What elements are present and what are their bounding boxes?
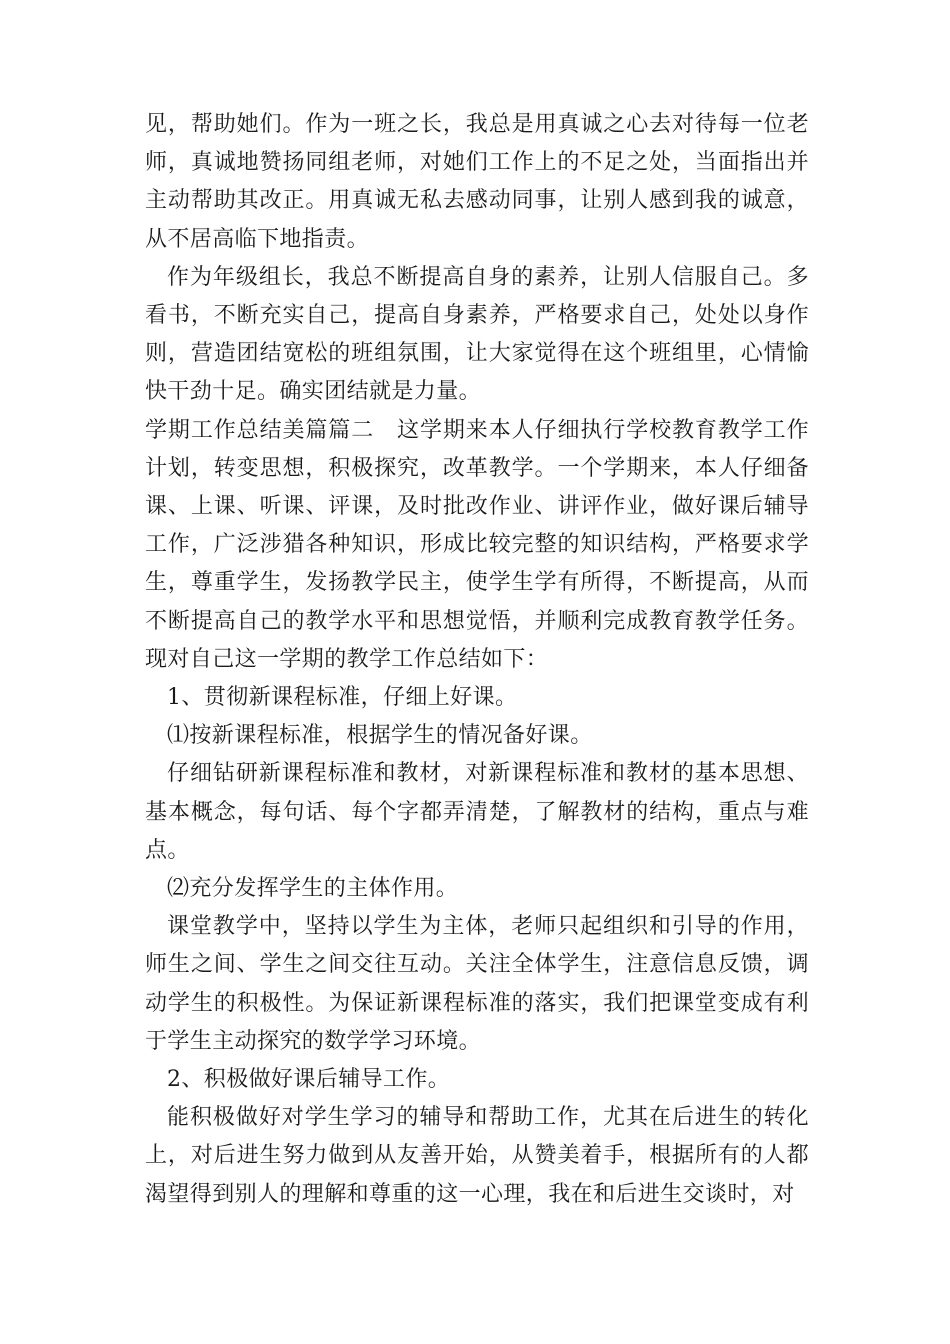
- subheading-1: ⑴按新课程标准，根据学生的情况备好课。: [167, 723, 593, 749]
- paragraph-8: 课堂教学中，坚持以学生为主体，老师只起组织和引导的作用，师生之间、学生之间交往互动。关注全体学生，注意信息反馈，调动学生的积极性。为保证新课程标准的落实，我们把课堂变成有利于学生主动探究的数学学习环境。: [145, 914, 809, 1054]
- paragraph-2: 作为年级组长，我总不断提高自身的素养，让别人信服自己。多看书，不断充实自己，提高自身素养，严格要求自己，处处以身作则，营造团结宽松的班组氛围，让大家觉得在这个班组里，心情愉快干劲十足。确实团结就是力量。: [145, 264, 809, 405]
- paragraph-1: 见，帮助她们。作为一班之长，我总是用真诚之心去对待每一位老师，真诚地赞扬同组老师，对她们工作上的不足之处，当面指出并主动帮助其改正。用真诚无私去感动同事，让别人感到我的诚意，从不居高临下地指责。: [145, 112, 809, 252]
- paragraph-6: 仔细钻研新课程标准和教材，对新课程标准和教材的基本思想、基本概念，每句话、每个字都弄清楚，了解教材的结构，重点与难点。: [145, 761, 809, 863]
- subheading-2: ⑵充分发挥学生的主体作用。: [167, 876, 459, 902]
- section-heading-1: 1、贯彻新课程标准，仔细上好课。: [167, 685, 518, 711]
- document-page: [145, 106, 809, 1214]
- paragraph-10: 能积极做好对学生学习的辅导和帮助工作，尤其在后进生的转化上，对后进生努力做到从友善开始，从赞美着手，根据所有的人都渴望得到别人的理解和尊重的这一心理，我在和后进生交谈时，对: [145, 1105, 809, 1207]
- section-heading-2: 2、积极做好课后辅导工作。: [167, 1067, 451, 1093]
- paragraph-3: 学期工作总结美篇篇二 这学期来本人仔细执行学校教育教学工作计划，转变思想，积极探究，改革教学。一个学期来，本人仔细备课、上课、听课、评课，及时批改作业、讲评作业，做好课后辅导工作，广泛涉猎各种知识，形成比较完整的知识结构，严格要求学生，尊重学生，发扬教学民主，使学生学有所得，不断提高，从而不断提高自己的教学水平和思想觉悟，并顺利完成教育教学任务。现对自己这一学期的教学工作总结如下：: [145, 417, 809, 672]
